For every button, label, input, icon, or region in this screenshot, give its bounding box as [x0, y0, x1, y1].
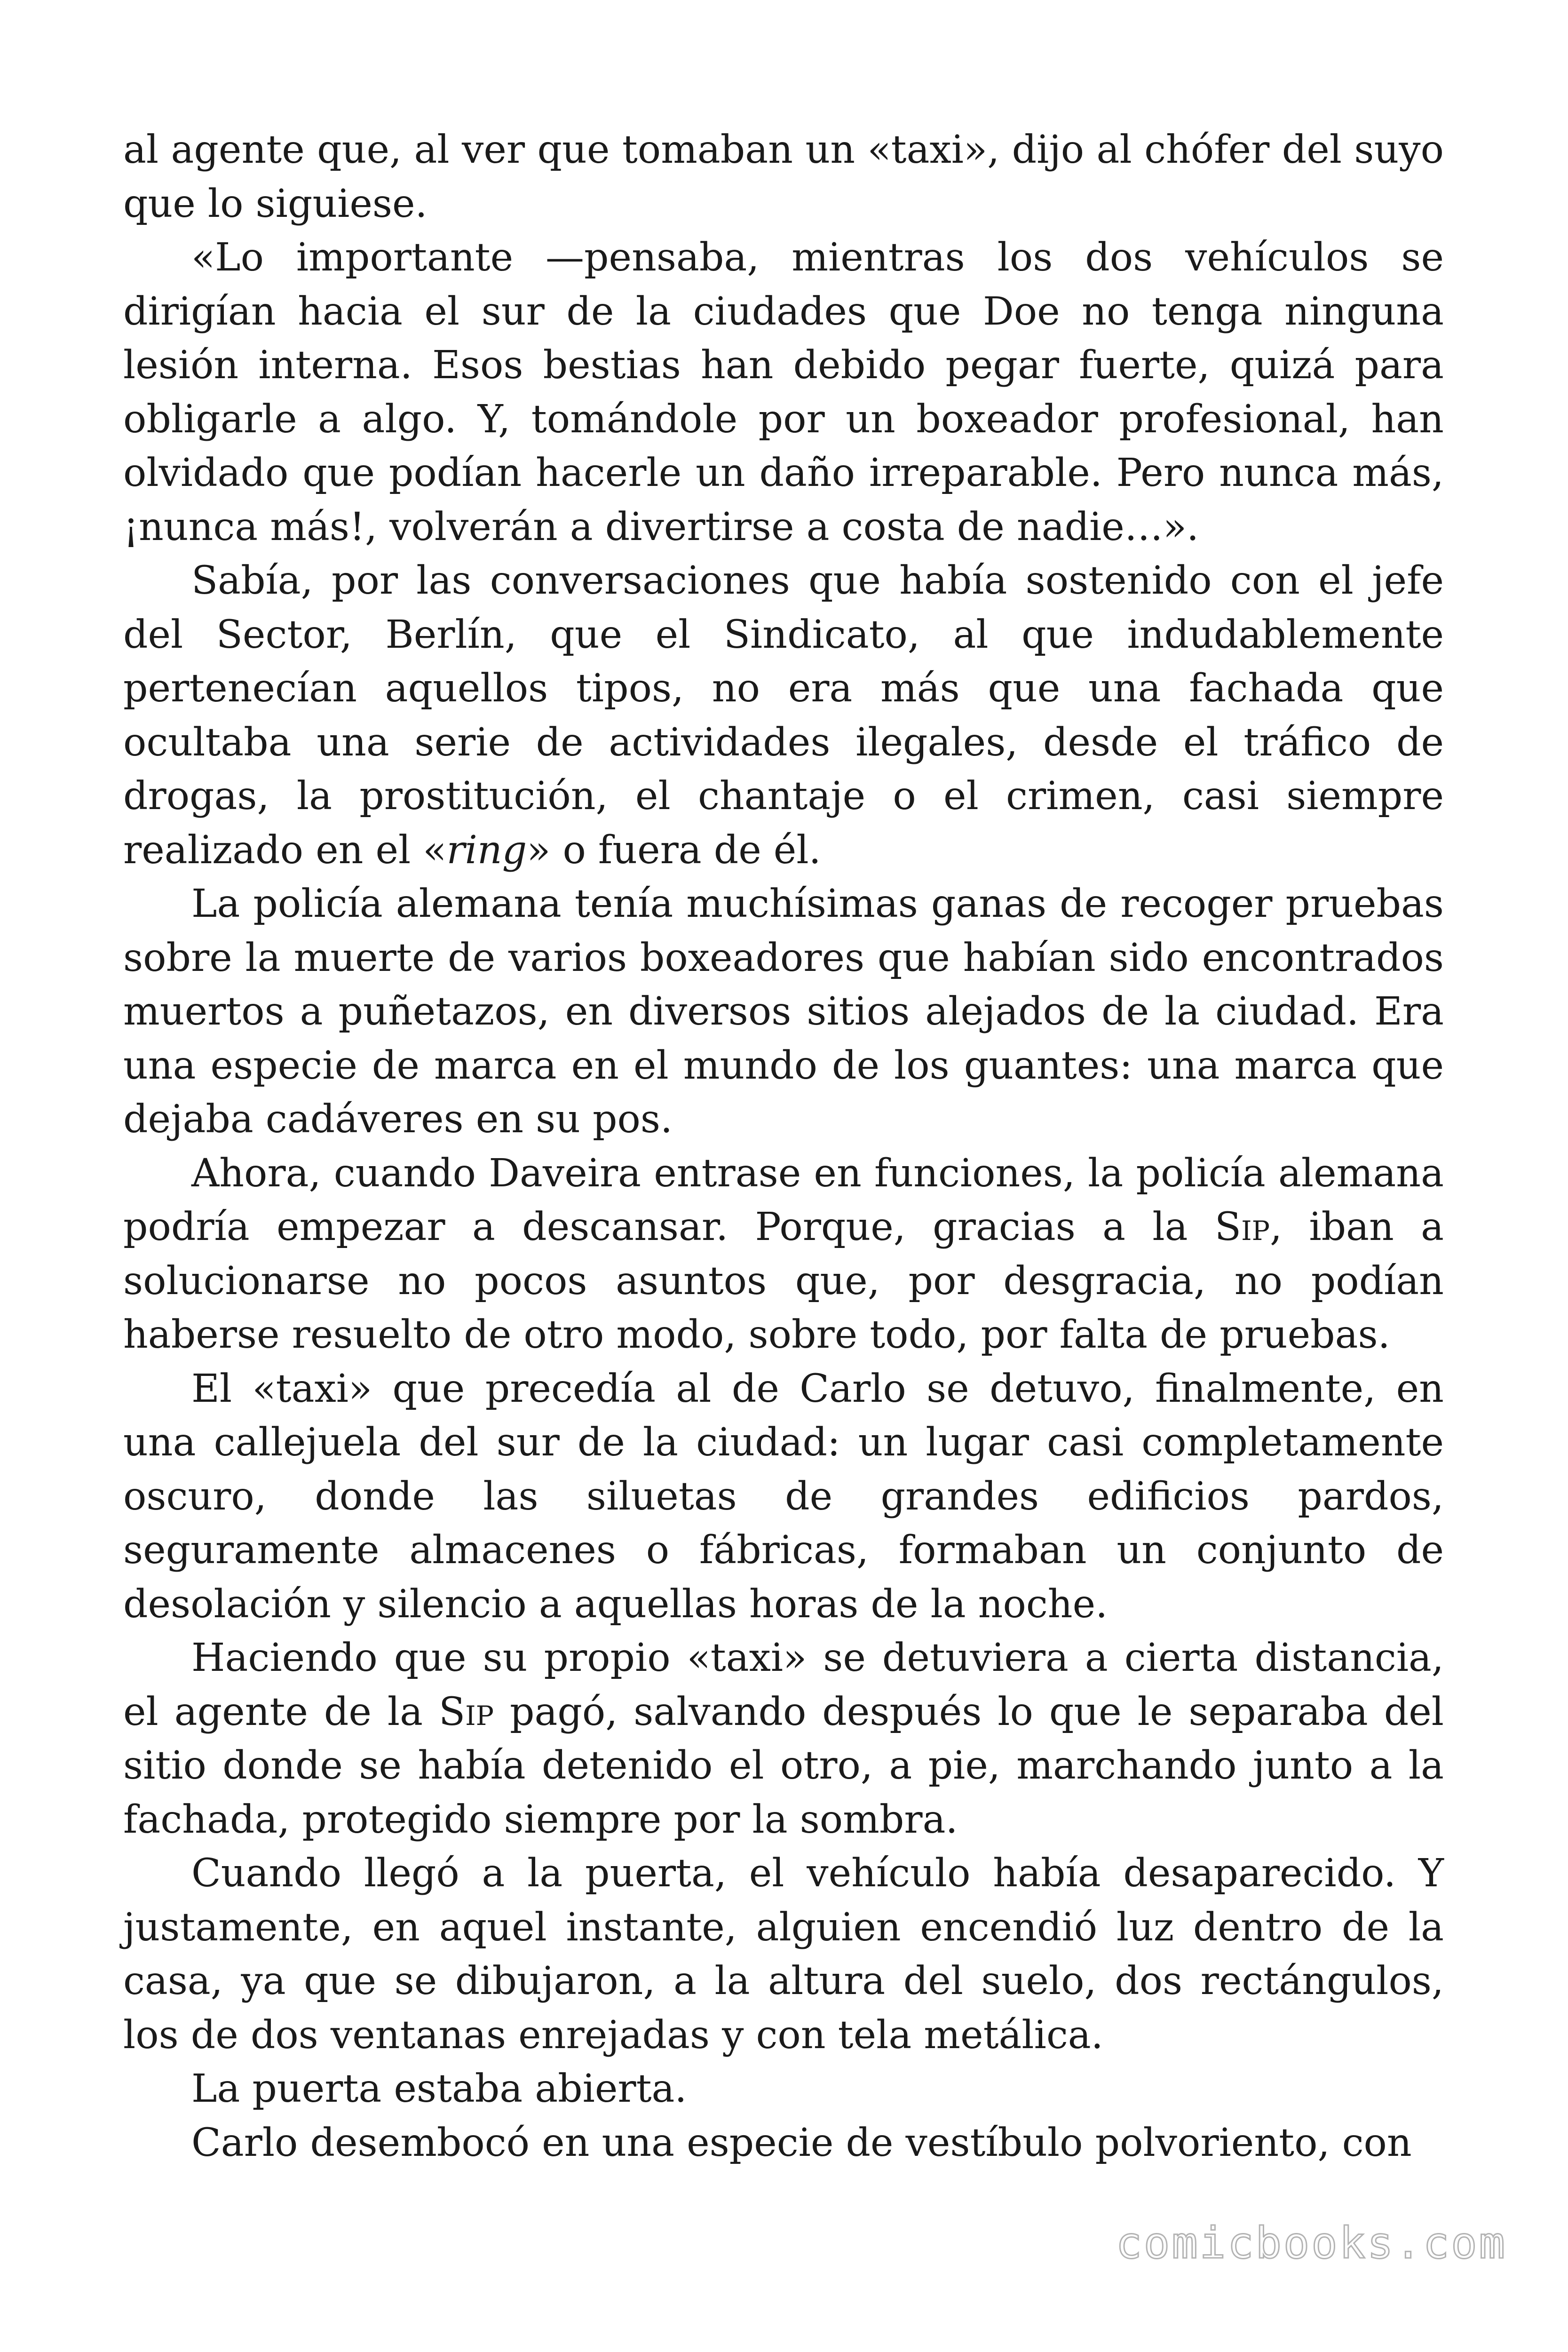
- paragraph-7: Haciendo que su propio «taxi» se detuviera a cierta distancia, el agente de la Sip pagó, salvando después lo que le separaba del sitio donde se había detenido el otro, a pie, marchando junto a la fachada, protegido siempre por la sombra.: [123, 1636, 1444, 1842]
- paragraph-9: La puerta estaba abierta.: [191, 2066, 687, 2111]
- paragraph-1: al agente que, al ver que tomaban un «taxi», dijo al chófer del suyo que lo siguiese.: [123, 127, 1444, 226]
- paragraph-5: Ahora, cuando Daveira entrase en funciones, la policía alemana podría empezar a descansar. Porque, gracias a la Sip, iban a solucionarse no pocos asuntos que, por desgracia, no podían haberse resuelto de otro modo, sobre todo, por falta de pruebas.: [123, 1151, 1444, 1357]
- paragraph-8: Cuando llegó a la puerta, el vehículo había desaparecido. Y justamente, en aquel instante, alguien encendió luz dentro de la casa, ya que se dibujaron, a la altura del suelo, dos rectángulos, los de dos ventanas enrejadas y con tela metálica.: [123, 1851, 1444, 2058]
- page-body-text: [123, 123, 1444, 2170]
- paragraph-2: «Lo importante —pensaba, mientras los dos vehículos se dirigían hacia el sur de la ciudades que Doe no tenga ninguna lesión interna. Esos bestias han debido pegar fuerte, quizá para obligarle a algo. Y, tomándole por un boxeador profesional, han olvidado que podían hacerle un daño irreparable. Pero nunca más, ¡nunca más!, volverán a divertirse a costa de nadie…».: [123, 235, 1444, 549]
- small-caps-acronym: Sip: [1214, 1205, 1270, 1249]
- paragraph-3: Sabía, por las conversaciones que había sostenido con el jefe del Sector, Berlín, que el Sindicato, al que indudablemente pertenecían aquellos tipos, no era más que una fachada que ocultaba una serie de actividades ilegales, desde el tráfico de drogas, la prostitución, el chantaje o el crimen, casi siempre realizado en el «ring» o fuera de él.: [123, 558, 1444, 873]
- paragraph-4: La policía alemana tenía muchísimas ganas de recoger pruebas sobre la muerte de varios boxeadores que habían sido encontrados muertos a puñetazos, en diversos sitios alejados de la ciudad. Era una especie de marca en el mundo de los guantes: una marca que dejaba cadáveres en su pos.: [123, 882, 1444, 1142]
- paragraph-10: Carlo desembocó en una especie de vestíbulo polvoriento, con: [191, 2120, 1412, 2165]
- paragraph-6: El «taxi» que precedía al de Carlo se detuvo, finalmente, en una callejuela del sur de la ciudad: un lugar casi completamente oscuro, donde las siluetas de grandes edificios pardos, seguramente almacenes o fábricas, formaban un conjunto de desolación y silencio a aquellas horas de la noche.: [123, 1366, 1444, 1627]
- watermark-text: comicbooks.com: [1116, 2218, 1507, 2268]
- small-caps-acronym: Sip: [438, 1689, 494, 1734]
- italic-word: ring: [446, 827, 527, 873]
